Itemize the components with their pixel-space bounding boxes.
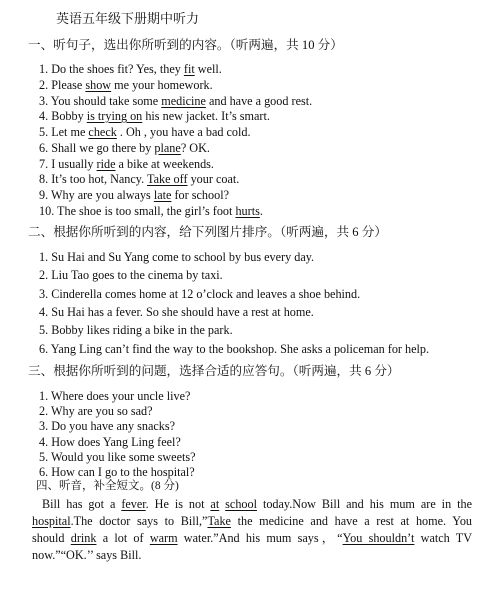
section2-item: 5. Bobby likes riding a bike in the park. <box>39 323 233 337</box>
blank-fever: fever <box>121 497 146 511</box>
answer-underlined: Take off <box>146 172 188 186</box>
section2-item: 2. Liu Tao goes to the cinema by taxi. <box>39 268 223 282</box>
answer-underlined: check <box>88 125 117 139</box>
blank-hospital: hospital <box>32 514 71 528</box>
section3-item: 1. Where does your uncle live? <box>39 389 191 403</box>
section3-item: 6. How can I go to the hospital? <box>39 465 195 479</box>
section1-item: 1. Do the shoes fit? Yes, they fit well. <box>39 62 222 76</box>
section1-item: 6. Shall we go there by plane? OK. <box>39 141 210 155</box>
blank-you-shouldnt: You shouldn’t <box>342 531 415 545</box>
section3-item: 5. Would you like some sweets? <box>39 450 196 464</box>
blank-school: school <box>225 497 257 511</box>
answer-underlined: medicine <box>161 94 206 108</box>
answer-underlined: late <box>153 188 172 202</box>
section1-heading: 一、听句子，选出你所听到的内容。（听两遍，共 10 分） <box>28 38 343 52</box>
section1-item: 5. Let me check . Oh , you have a bad cold. <box>39 125 251 139</box>
section3-item: 3. Do you have any snacks? <box>39 419 176 433</box>
section3-heading: 三、根据你所听到的问题，选择合适的应答句。（听两遍，共 6 分） <box>28 364 400 378</box>
section2-item: 3. Cinderella comes home at 12 o’clock and leaves a shoe behind. <box>39 287 361 301</box>
section1-item: 10. The shoe is too small, the girl’s foot hurts. <box>39 204 263 218</box>
passage-line-4: now.”“OK.’’ says Bill. <box>32 548 142 562</box>
page-title: 英语五年级下册期中听力 <box>56 11 200 26</box>
section1-item: 9. Why are you always late for school? <box>39 188 229 202</box>
section3-item: 2. Why are you so sad? <box>39 404 153 418</box>
blank-take: Take <box>207 514 231 528</box>
passage-line-3: should drink a lot of warm water.”And his mum says，“You shouldn’t watch TV <box>32 531 472 545</box>
section1-item: 2. Please show me your homework. <box>39 78 213 92</box>
blank-drink: drink <box>70 531 97 545</box>
section1-item: 3. You should take some medicine and have a good rest. <box>39 94 313 108</box>
section4-heading: 四、听音，补全短文。(8 分) <box>36 480 179 492</box>
answer-underlined: plane <box>154 141 181 155</box>
blank-warm: warm <box>149 531 178 545</box>
section2-item: 6. Yang Ling can’t find the way to the bookshop. She asks a policeman for help. <box>39 342 430 356</box>
answer-underlined: show <box>85 78 112 92</box>
answer-underlined: hurts <box>235 204 260 218</box>
passage-line-2: hospital.The doctor says to Bill,”Take the medicine and have a rest at home. You <box>32 514 473 528</box>
section3-item: 4. How does Yang Ling feel? <box>39 435 181 449</box>
section1-item: 4. Bobby is trying on his new jacket. It’s smart. <box>39 109 270 123</box>
section1-item: 8. It’s too hot, Nancy. Take off your coat. <box>39 172 240 186</box>
section1-item: 7. I usually ride a bike at weekends. <box>39 157 214 171</box>
passage-line-1: Bill has got a fever. He is not at school today.Now Bill and his mum are in the <box>42 497 473 511</box>
section2-heading: 二、根据你所听到的内容，给下列图片排序。（听两遍，共 6 分） <box>28 225 387 239</box>
section2-item: 1. Su Hai and Su Yang come to school by bus every day. <box>39 250 315 264</box>
section2-item: 4. Su Hai has a fever. So she should have a rest at home. <box>39 305 314 319</box>
answer-underlined: ride <box>96 157 116 171</box>
blank-at: at <box>210 497 220 511</box>
answer-underlined: fit <box>183 62 195 76</box>
answer-underlined: is trying on <box>86 109 143 123</box>
